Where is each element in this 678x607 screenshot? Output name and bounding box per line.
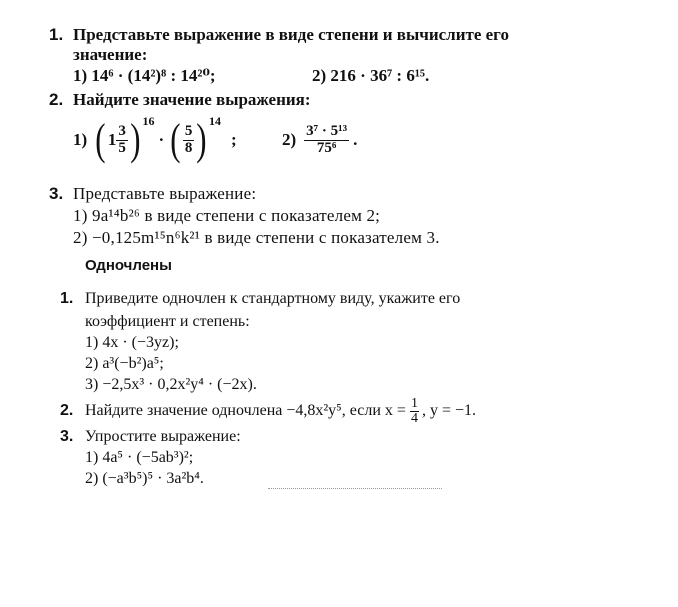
denominator: 4 xyxy=(410,410,418,426)
fraction xyxy=(116,124,128,157)
denominator: 75⁶ xyxy=(316,139,337,156)
fraction-expression xyxy=(282,118,357,162)
task-number: 3. xyxy=(60,428,74,445)
task-number: 3. xyxy=(49,184,64,203)
task-item: 1) 4x · (−3yz); xyxy=(85,334,179,351)
task-number: 2. xyxy=(60,402,74,419)
whole-part: 1 xyxy=(107,130,117,149)
task-item: 1) 14⁶ · (14²)⁸ : 14²⁰; xyxy=(73,66,216,85)
right-paren: ) xyxy=(196,115,207,164)
task-item: 1) 4a⁵ · (−5ab³)²; xyxy=(85,449,194,466)
task-text: Упростите выражение: xyxy=(85,428,241,445)
task-item: 2) (−a³b⁵)⁵ · 3a²b⁴. xyxy=(85,470,204,487)
numerator: 3 xyxy=(118,122,126,139)
task-item: 2) 216 · 36⁷ : 6¹⁵. xyxy=(312,66,430,85)
task-text: Найдите значение выражения: xyxy=(73,90,311,109)
task-text: Представьте выражение в виде степени и вычислите его xyxy=(73,25,509,44)
numerator: 5 xyxy=(184,122,193,139)
task-line xyxy=(85,394,476,428)
exponent: 16 xyxy=(142,114,155,128)
left-paren: ( xyxy=(170,115,181,164)
task-number: 1. xyxy=(49,25,64,44)
numerator: 3⁷ · 5¹³ xyxy=(306,122,348,139)
task-text-cont: значение: xyxy=(73,45,148,64)
task-item: 2) a³(−b²)a⁵; xyxy=(85,355,164,372)
semicolon: ; xyxy=(230,130,237,149)
numerator: 1 xyxy=(410,395,418,411)
crop-edge-divider xyxy=(268,488,442,490)
task-text: Приведите одночлен к стандартному виду, укажите его xyxy=(85,290,461,307)
task-text-tail: , y = −1. xyxy=(421,402,476,419)
task-number: 1. xyxy=(60,290,74,307)
task-item: 1) 9a¹⁴b²⁶ в виде степени с показателем 2; xyxy=(73,206,381,225)
task-number: 2. xyxy=(49,90,64,109)
task-item: 3) −2,5x³ · 0,2x²y⁴ · (−2x). xyxy=(85,376,257,393)
fraction xyxy=(410,397,419,426)
task-item: 2) −0,125m¹⁵n⁶k²¹ в виде степени с показателем 3. xyxy=(73,228,440,247)
fraction xyxy=(304,124,349,157)
left-paren: ( xyxy=(95,115,106,164)
task-text-cont: коэффициент и степень: xyxy=(85,313,250,330)
item-label: 2) xyxy=(282,130,297,149)
fraction-expression xyxy=(73,114,237,166)
exponent: 14 xyxy=(208,114,221,128)
dot-operator: · xyxy=(158,130,165,149)
period: . xyxy=(353,130,358,149)
denominator: 8 xyxy=(184,139,193,156)
task-text: Представьте выражение: xyxy=(73,184,257,203)
right-paren: ) xyxy=(130,115,141,164)
task-text: Найдите значение одночлена −4,8x²y⁵, если x = xyxy=(85,402,406,419)
item-label: 1) xyxy=(73,130,88,149)
section-heading: Одночлены xyxy=(85,257,172,274)
denominator: 5 xyxy=(118,139,126,156)
fraction xyxy=(183,124,195,157)
